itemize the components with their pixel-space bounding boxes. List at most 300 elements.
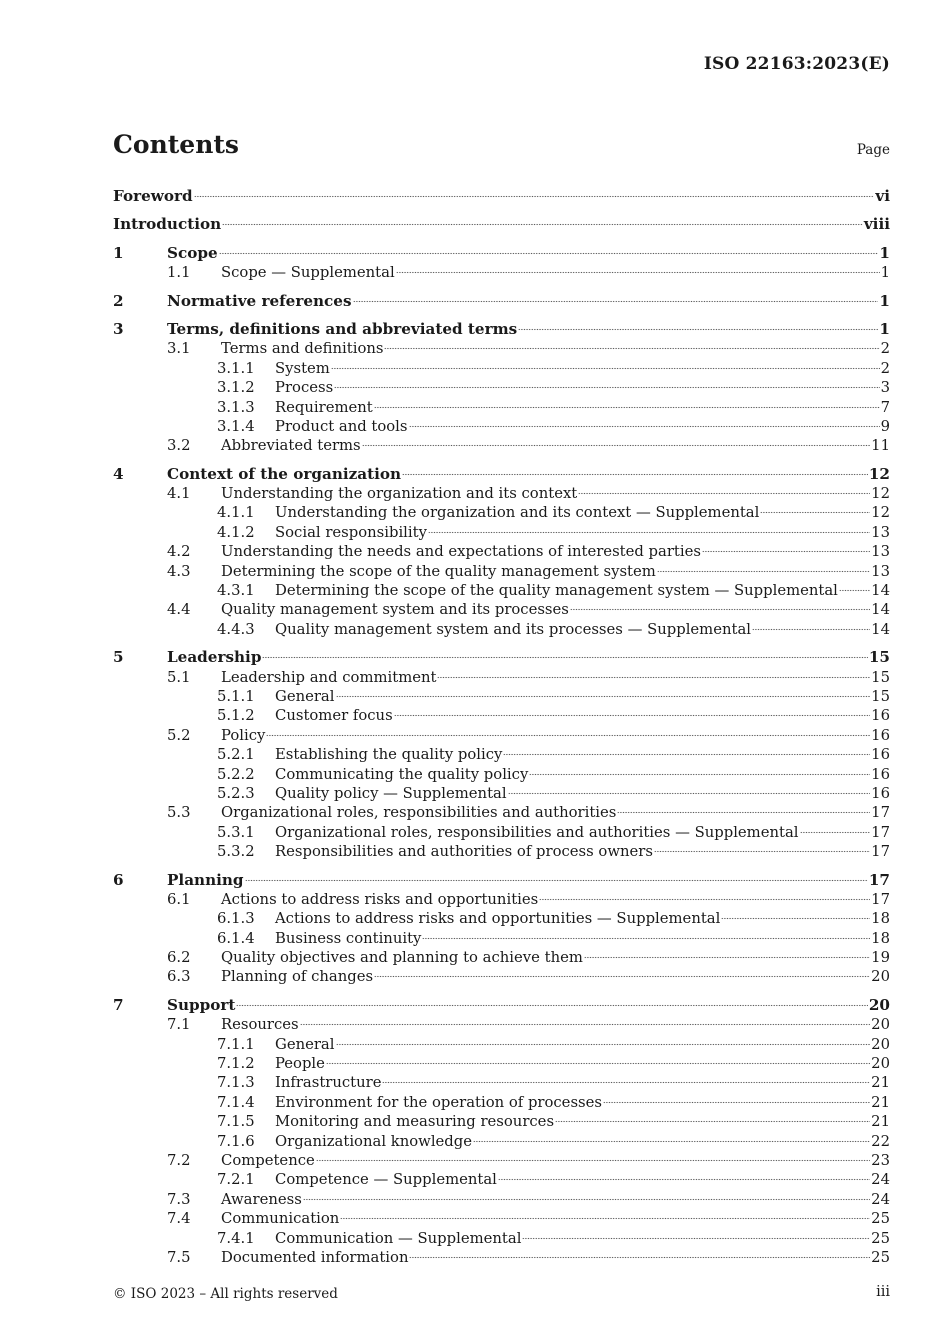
- toc-entry[interactable]: [113, 929, 890, 948]
- toc-entry-line: [167, 996, 890, 1015]
- dot-leader: [578, 492, 870, 496]
- dot-leader: [409, 425, 880, 429]
- document-id: ISO 22163:2023(E): [703, 54, 890, 74]
- dot-leader: [603, 1101, 870, 1105]
- toc-entry[interactable]: [113, 1151, 890, 1170]
- toc-entry-line: [275, 842, 890, 861]
- toc-entry-page: 17: [871, 890, 890, 908]
- toc-entry-page: 16: [871, 765, 890, 783]
- toc-entry-number: 3.1.4: [217, 417, 255, 435]
- dot-leader: [336, 1043, 871, 1047]
- toc-entry-number: 6.2: [167, 949, 191, 967]
- toc-entry-title: Communicating the quality policy: [275, 765, 529, 783]
- toc-entry-number: 4.3: [167, 562, 191, 580]
- toc-entry-line: [275, 784, 890, 803]
- toc-entry-title: System: [275, 359, 330, 377]
- toc-entry-page: 20: [871, 1055, 890, 1073]
- dot-leader: [839, 589, 870, 593]
- toc-entry[interactable]: [113, 542, 890, 561]
- toc-entry[interactable]: [113, 523, 890, 542]
- toc-entry-line: [221, 484, 890, 503]
- toc-entry-line: [275, 687, 890, 706]
- toc-entry-title: Determining the scope of the quality management system — Supplemental: [275, 582, 838, 600]
- toc-entry-number: 5.2: [167, 726, 191, 744]
- toc-entry-title: Monitoring and measuring resources: [275, 1113, 555, 1131]
- toc-entry-line: [275, 823, 890, 842]
- toc-entry-page: 2: [880, 340, 890, 358]
- toc-entry-page: 11: [871, 437, 890, 455]
- dot-leader: [236, 1004, 867, 1008]
- toc-entry-page: 16: [871, 707, 890, 725]
- toc-entry-title: Actions to address risks and opportunities — Supplemental: [275, 910, 721, 928]
- toc-entry-number: 5.1.1: [217, 687, 255, 705]
- toc-entry-line: [275, 1035, 890, 1054]
- toc-entry-title: Terms, definitions and abbreviated terms: [167, 319, 518, 338]
- page-title: Contents: [113, 130, 240, 159]
- toc-entry[interactable]: [113, 909, 890, 928]
- toc-entry-page: 25: [871, 1248, 890, 1266]
- toc-entry-title: Business continuity: [275, 929, 422, 947]
- dot-leader: [316, 1159, 870, 1163]
- toc-entry-number: 7.3: [167, 1190, 191, 1208]
- page-column-label: Page: [856, 142, 890, 158]
- toc-entry-title: Resources: [221, 1016, 299, 1034]
- toc-entry-page: 17: [871, 804, 890, 822]
- dot-leader: [262, 656, 867, 660]
- toc-entry-number: 7.1.1: [217, 1035, 255, 1053]
- toc-entry-title: Product and tools: [275, 417, 408, 435]
- toc-entry-number: 2: [113, 291, 124, 310]
- dot-leader: [518, 328, 878, 332]
- toc-entry[interactable]: [113, 1112, 890, 1131]
- toc-entry-page: 15: [871, 687, 890, 705]
- toc-entry-title: Requirement: [275, 398, 373, 416]
- dot-leader: [437, 676, 870, 680]
- toc-entry-line: [275, 417, 890, 436]
- toc-entry[interactable]: [113, 1248, 890, 1267]
- toc-entry-page: 18: [871, 929, 890, 947]
- dot-leader: [654, 850, 870, 854]
- footer-copyright: © ISO 2023 – All rights reserved: [113, 1286, 338, 1302]
- toc-entry[interactable]: [113, 1170, 890, 1189]
- toc-entry-title: Abbreviated terms: [221, 437, 361, 455]
- toc-entry[interactable]: [113, 765, 890, 784]
- dot-leader: [336, 695, 871, 699]
- dot-leader: [760, 511, 870, 515]
- dot-leader: [219, 252, 879, 256]
- toc-entry-line: [221, 263, 890, 282]
- toc-entry[interactable]: [113, 948, 890, 967]
- toc-entry-number: 1: [113, 243, 124, 262]
- dot-leader: [266, 734, 870, 738]
- toc-entry-number: 4.1.1: [217, 504, 255, 522]
- toc-entry-line: [221, 339, 890, 358]
- toc-entry-number: 5.2.1: [217, 746, 255, 764]
- dot-leader: [374, 975, 870, 979]
- dot-leader: [222, 223, 863, 227]
- toc-entry-title: Quality management system and its processes: [221, 601, 569, 619]
- toc-entry-page: 1: [879, 291, 890, 310]
- toc-entry[interactable]: [113, 484, 890, 503]
- toc-entry-number: 7.1.6: [217, 1132, 255, 1150]
- toc-entry-title: Terms and definitions: [221, 340, 384, 358]
- dot-leader: [702, 550, 870, 554]
- toc-entry[interactable]: [113, 1035, 890, 1054]
- toc-entry-page: 1: [879, 243, 890, 262]
- toc-entry-title: Leadership and commitment: [221, 668, 437, 686]
- toc-entry-number: 7.4: [167, 1210, 191, 1228]
- dot-leader: [522, 1237, 870, 1241]
- dot-leader: [721, 917, 870, 921]
- dot-leader: [374, 406, 880, 410]
- toc-entry-page: 25: [871, 1210, 890, 1228]
- dot-leader: [303, 1198, 870, 1202]
- toc-entry-number: 5: [113, 648, 124, 667]
- toc-entry-line: [221, 1015, 890, 1034]
- toc-entry-number: 6.1.4: [217, 929, 255, 947]
- toc-entry-line: [275, 1170, 890, 1189]
- toc-entry[interactable]: [113, 436, 890, 455]
- toc-entry[interactable]: [113, 687, 890, 706]
- toc-entry[interactable]: [113, 1015, 890, 1034]
- toc-entry-page: 16: [871, 726, 890, 744]
- toc-entry-page: 22: [871, 1132, 890, 1150]
- dot-leader: [508, 792, 871, 796]
- toc-entry-number: 4.4.3: [217, 620, 255, 638]
- toc-entry[interactable]: [113, 706, 890, 725]
- toc-entry-page: 16: [871, 784, 890, 802]
- toc-entry-number: 6.1: [167, 890, 191, 908]
- dot-leader: [555, 1120, 870, 1124]
- toc-entry[interactable]: [113, 1190, 890, 1209]
- toc-entry-page: viii: [863, 215, 890, 234]
- toc-entry-number: 5.2.3: [217, 784, 255, 802]
- toc-entry-number: 4.1.2: [217, 523, 255, 541]
- dot-leader: [331, 367, 880, 371]
- toc-entry-page: 21: [871, 1093, 890, 1111]
- toc-entry[interactable]: [113, 398, 890, 417]
- toc-entry-title: Context of the organization: [167, 464, 402, 483]
- toc-entry-line: [221, 562, 890, 581]
- toc-entry-page: 14: [871, 620, 890, 638]
- toc-entry-page: 20: [871, 1035, 890, 1053]
- toc-entry-line: [221, 1151, 890, 1170]
- toc-entry-page: 21: [871, 1074, 890, 1092]
- toc-entry-line: [275, 1132, 890, 1151]
- toc-entry-title: General: [275, 687, 335, 705]
- toc-entry-number: 5.1: [167, 668, 191, 686]
- toc-entry-page: 20: [871, 1016, 890, 1034]
- toc-entry-page: 21: [871, 1113, 890, 1131]
- toc-entry[interactable]: [113, 967, 890, 986]
- footer-page-number: iii: [876, 1284, 890, 1300]
- toc-entry-line: [275, 765, 890, 784]
- toc-entry[interactable]: [113, 803, 890, 822]
- toc-entry-line: [221, 948, 890, 967]
- toc-entry[interactable]: [113, 562, 890, 581]
- toc-entry-line: [275, 745, 890, 764]
- toc-entry[interactable]: [113, 600, 890, 619]
- dot-leader: [384, 347, 879, 351]
- toc-entry-number: 7.1.5: [217, 1113, 255, 1131]
- toc-entry-title: Establishing the quality policy: [275, 746, 503, 764]
- toc-entry-title: Understanding the organization and its context: [221, 485, 578, 503]
- toc-entry-page: 12: [871, 504, 890, 522]
- dot-leader: [402, 473, 868, 477]
- dot-leader: [394, 714, 870, 718]
- toc-entry-number: 7.5: [167, 1248, 191, 1266]
- toc-entry-title: Actions to address risks and opportunities: [221, 890, 539, 908]
- toc-entry[interactable]: [113, 263, 890, 282]
- toc-entry-page: 1: [880, 264, 890, 282]
- toc-entry-title: Customer focus: [275, 707, 393, 725]
- toc-entry-page: 24: [871, 1190, 890, 1208]
- toc-entry-line: [221, 967, 890, 986]
- toc-entry-page: 17: [871, 843, 890, 861]
- toc-entry-title: Policy: [221, 726, 266, 744]
- toc-entry-number: 5.2.2: [217, 765, 255, 783]
- toc-entry-line: [275, 1093, 890, 1112]
- toc-entry-line: [221, 726, 890, 745]
- toc-entry-number: 3.1: [167, 340, 191, 358]
- dot-leader: [326, 1062, 870, 1066]
- toc-entry-line: [167, 244, 890, 263]
- toc-entry-number: 3.1.1: [217, 359, 255, 377]
- toc-entry-page: 23: [871, 1151, 890, 1169]
- toc-entry-number: 5.3: [167, 804, 191, 822]
- toc-entry-title: Communication — Supplemental: [275, 1229, 522, 1247]
- toc-entry-page: 7: [880, 398, 890, 416]
- toc-entry-title: General: [275, 1035, 335, 1053]
- toc-entry-page: 19: [871, 949, 890, 967]
- toc-entry-title: Competence — Supplemental: [275, 1171, 497, 1189]
- toc-entry-page: 16: [871, 746, 890, 764]
- toc-entry-line: [275, 1073, 890, 1092]
- toc-entry-number: 4.4: [167, 601, 191, 619]
- dot-leader: [498, 1178, 870, 1182]
- toc-entry-line: [275, 398, 890, 417]
- toc-entry-page: 3: [880, 379, 890, 397]
- toc-entry-page: 13: [871, 543, 890, 561]
- toc-entry[interactable]: [113, 359, 890, 378]
- toc-entry[interactable]: [113, 320, 890, 339]
- toc-entry-page: 1: [879, 319, 890, 338]
- toc-entry-line: [275, 523, 890, 542]
- toc-entry-title: Normative references: [167, 291, 352, 310]
- toc-entry-title: Documented information: [221, 1248, 409, 1266]
- toc-entry-line: [221, 436, 890, 455]
- toc-entry-title: Social responsibility: [275, 523, 427, 541]
- toc-entry-number: 5.3.2: [217, 843, 255, 861]
- dot-leader: [752, 628, 870, 632]
- toc-entry-title: Environment for the operation of processes: [275, 1093, 602, 1111]
- toc-entry-title: Understanding the organization and its context — Supplemental: [275, 504, 760, 522]
- toc-entry[interactable]: [113, 244, 890, 263]
- toc-entry[interactable]: [113, 1073, 890, 1092]
- toc-entry-title: Organizational roles, responsibilities and authorities — Supplemental: [275, 823, 799, 841]
- toc-entry-line: [275, 1054, 890, 1073]
- toc-entry-number: 4: [113, 464, 124, 483]
- toc-entry[interactable]: [113, 503, 890, 522]
- toc-entry-number: 7.4.1: [217, 1229, 255, 1247]
- toc-entry[interactable]: [113, 784, 890, 803]
- toc-entry-number: 7.1.2: [217, 1055, 255, 1073]
- toc-entry-line: [275, 1229, 890, 1248]
- dot-leader: [422, 937, 870, 941]
- toc-entry-title: Organizational roles, responsibilities and authorities: [221, 804, 617, 822]
- toc-entry[interactable]: [113, 620, 890, 639]
- dot-leader: [428, 531, 870, 535]
- toc-entry-line: [221, 1248, 890, 1267]
- toc-entry-title: Foreword: [113, 187, 193, 205]
- dot-leader: [800, 831, 871, 835]
- toc-entry[interactable]: [113, 417, 890, 436]
- toc-entry-page: 18: [871, 910, 890, 928]
- toc-entry-line: [113, 187, 890, 206]
- toc-entry-line: [167, 320, 890, 339]
- dot-leader: [409, 1256, 870, 1260]
- toc-entry-line: [275, 909, 890, 928]
- toc-entry[interactable]: [113, 726, 890, 745]
- toc-entry[interactable]: [113, 1093, 890, 1112]
- toc-entry-number: 6.1.3: [217, 910, 255, 928]
- toc-entry[interactable]: [113, 1054, 890, 1073]
- toc-entry-page: 15: [871, 668, 890, 686]
- toc-entry-line: [113, 215, 890, 234]
- toc-entry[interactable]: [113, 842, 890, 861]
- toc-entry-number: 7.2: [167, 1151, 191, 1169]
- toc-entry-page: 24: [871, 1171, 890, 1189]
- toc-entry-title: Understanding the needs and expectations of interested parties: [221, 543, 701, 561]
- toc-entry-line: [167, 648, 890, 667]
- toc-entry-line: [275, 581, 890, 600]
- toc-entry-line: [167, 465, 890, 484]
- toc-entry[interactable]: [113, 1132, 890, 1151]
- toc-entry-title: Infrastructure: [275, 1074, 382, 1092]
- toc-entry[interactable]: [113, 465, 890, 484]
- toc-entry-line: [221, 803, 890, 822]
- toc-entry-line: [275, 1112, 890, 1131]
- toc-entry-line: [221, 1209, 890, 1228]
- toc-entry[interactable]: [113, 1209, 890, 1228]
- toc-entry-page: 12: [868, 464, 890, 483]
- toc-entry-number: 1.1: [167, 264, 191, 282]
- toc-entry-title: Communication: [221, 1210, 340, 1228]
- toc-entry-title: Support: [167, 995, 236, 1014]
- table-of-contents: [113, 183, 890, 1267]
- toc-entry[interactable]: [113, 668, 890, 687]
- toc-entry-title: Competence: [221, 1151, 315, 1169]
- toc-entry-line: [167, 871, 890, 890]
- toc-entry-title: People: [275, 1055, 325, 1073]
- toc-entry-page: 20: [871, 968, 890, 986]
- toc-entry[interactable]: [113, 890, 890, 909]
- toc-entry-number: 6.3: [167, 968, 191, 986]
- toc-entry-line: [167, 292, 890, 311]
- toc-entry[interactable]: [113, 378, 890, 397]
- toc-entry-title: Awareness: [221, 1190, 302, 1208]
- toc-entry-number: 4.2: [167, 543, 191, 561]
- toc-entry-number: 3.1.2: [217, 379, 255, 397]
- toc-entry-number: 4.3.1: [217, 582, 255, 600]
- toc-entry[interactable]: [113, 581, 890, 600]
- toc-entry-line: [221, 542, 890, 561]
- dot-leader: [529, 773, 870, 777]
- toc-entry-page: 15: [868, 648, 890, 667]
- dot-leader: [300, 1023, 871, 1027]
- toc-entry[interactable]: [113, 745, 890, 764]
- toc-entry-number: 3: [113, 319, 124, 338]
- toc-entry-line: [221, 1190, 890, 1209]
- dot-leader: [334, 386, 879, 390]
- toc-entry-page: 17: [871, 823, 890, 841]
- toc-entry-number: 5.1.2: [217, 707, 255, 725]
- toc-entry-line: [221, 668, 890, 687]
- toc-entry-number: 7.1: [167, 1016, 191, 1034]
- dot-leader: [539, 898, 870, 902]
- toc-entry-title: Introduction: [113, 215, 222, 234]
- toc-entry[interactable]: [113, 996, 890, 1015]
- toc-entry-number: 3.1.3: [217, 398, 255, 416]
- toc-entry-number: 3.2: [167, 437, 191, 455]
- dot-leader: [617, 811, 870, 815]
- toc-entry-number: 7.1.3: [217, 1074, 255, 1092]
- toc-entry-page: 17: [868, 870, 890, 889]
- dot-leader: [396, 271, 880, 275]
- toc-entry-title: Scope — Supplemental: [221, 264, 395, 282]
- toc-entry-title: Responsibilities and authorities of process owners: [275, 843, 653, 861]
- toc-entry-number: 7.1.4: [217, 1093, 255, 1111]
- toc-entry-page: 14: [871, 582, 890, 600]
- toc-entry-page: 12: [871, 485, 890, 503]
- toc-entry-line: [275, 929, 890, 948]
- toc-entry-title: Scope: [167, 243, 218, 262]
- toc-entry[interactable]: [113, 823, 890, 842]
- dot-leader: [353, 300, 879, 304]
- dot-leader: [570, 608, 870, 612]
- dot-leader: [362, 444, 871, 448]
- toc-entry-line: [221, 600, 890, 619]
- toc-entry[interactable]: [113, 187, 890, 206]
- toc-entry-number: 6: [113, 870, 124, 889]
- toc-entry-line: [221, 890, 890, 909]
- toc-entry[interactable]: [113, 292, 890, 311]
- toc-entry-page: 14: [871, 601, 890, 619]
- dot-leader: [245, 879, 868, 883]
- toc-entry-title: Leadership: [167, 648, 262, 667]
- dot-leader: [194, 195, 875, 199]
- toc-entry[interactable]: [113, 215, 890, 234]
- toc-entry-page: 9: [880, 417, 890, 435]
- toc-entry-line: [275, 503, 890, 522]
- toc-entry-number: 7: [113, 995, 124, 1014]
- toc-entry[interactable]: [113, 339, 890, 358]
- toc-entry-line: [275, 378, 890, 397]
- toc-entry-page: 25: [871, 1229, 890, 1247]
- dot-leader: [584, 956, 870, 960]
- toc-entry-title: Planning: [167, 870, 244, 889]
- toc-entry-page: 2: [880, 359, 890, 377]
- toc-entry-page: 13: [871, 562, 890, 580]
- toc-entry-line: [275, 620, 890, 639]
- toc-entry-page: vi: [875, 187, 890, 205]
- toc-entry-title: Quality policy — Supplemental: [275, 784, 507, 802]
- toc-entry[interactable]: [113, 1229, 890, 1248]
- toc-entry-title: Quality objectives and planning to achieve them: [221, 949, 583, 967]
- dot-leader: [340, 1217, 870, 1221]
- toc-entry[interactable]: [113, 648, 890, 667]
- toc-entry[interactable]: [113, 871, 890, 890]
